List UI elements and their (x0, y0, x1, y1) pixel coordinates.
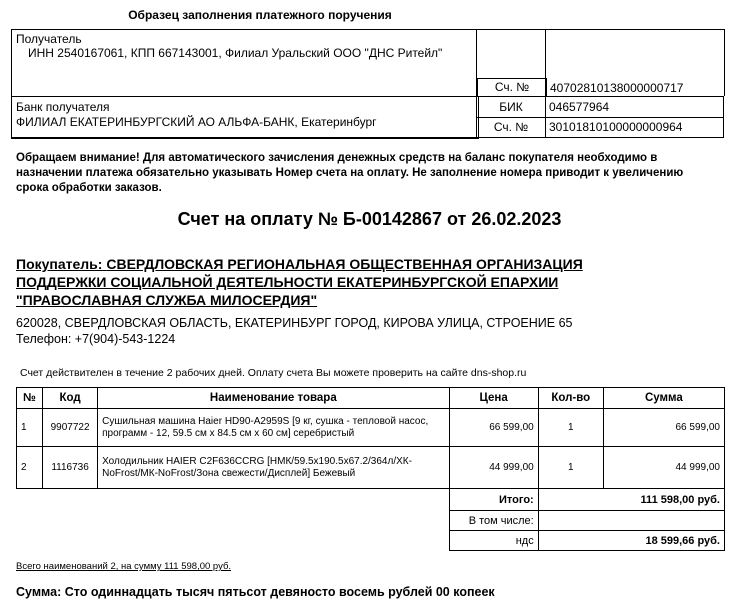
row-code: 9907722 (43, 409, 98, 447)
bank-account-label: Сч. № (477, 117, 546, 138)
col-qty-header: Кол-во (538, 388, 603, 409)
row-sum: 66 599,00 (603, 409, 724, 447)
recipient-account-cell (545, 29, 725, 96)
items-summary: Всего наименований 2, на сумму 111 598,00 руб. (16, 561, 232, 572)
col-code-header: Код (43, 388, 98, 409)
recipient-account-label: Сч. № (477, 78, 547, 96)
buyer-name-line3: "ПРАВОСЛАВНАЯ СЛУЖБА МИЛОСЕРДИЯ" (16, 292, 318, 308)
buyer-block (16, 255, 716, 309)
row-sum: 44 999,00 (603, 447, 724, 489)
recipient-right-top (477, 29, 545, 79)
total-value: 111 598,00 руб. (538, 489, 724, 511)
row-price: 44 999,00 (449, 447, 538, 489)
sum-in-words: Сумма: Сто одиннадцать тысяч пятьсот девяносто восемь рублей 00 копеек (16, 585, 495, 599)
invoice-title: Счет на оплату № Б-00142867 от 26.02.2023 (177, 209, 562, 229)
buyer-contacts (16, 315, 572, 347)
buyer-address: 620028, СВЕРДЛОВСКАЯ ОБЛАСТЬ, ЕКАТЕРИНБУРГ ГОРОД, КИРОВА УЛИЦА, СТРОЕНИЕ 65 (16, 316, 573, 330)
incl-value (538, 511, 724, 531)
vat-value: 18 599,66 руб. (538, 531, 724, 551)
recipient-label: Получатель (16, 32, 82, 46)
vat-row (17, 531, 725, 551)
buyer-label: Покупатель: (16, 256, 103, 272)
bik-label: БИК (477, 96, 546, 118)
row-num: 1 (17, 409, 43, 447)
col-sum-header: Сумма (603, 388, 724, 409)
payment-notice: Обращаем внимание! Для автоматического зачисления денежных средств на баланс покупателя необходимо в назначении платежа обязательно указывать Номер счета на оплату. Не заполнение номера приводит к увеличению срока обработки заказов. (16, 152, 684, 194)
total-label: Итого: (449, 489, 538, 511)
col-price-header: Цена (449, 388, 538, 409)
buyer-phone: Телефон: +7(904)-543-1224 (16, 332, 176, 346)
vat-label: ндс (449, 531, 538, 551)
row-name: Холодильник HAIER C2F636CCRG [НМК/59.5x190.5x67.2/364л/ХК-NoFrost/МК-NoFrost/Зона свежести/Дисплей] Бежевый (98, 447, 449, 489)
table-row (17, 409, 725, 447)
bik-value: 046577964 (545, 96, 724, 118)
table-row (17, 447, 725, 489)
bank-cell (11, 96, 479, 139)
bank-label: Банк получателя (16, 100, 110, 114)
items-header-row (17, 388, 725, 409)
row-num: 2 (17, 447, 43, 489)
row-qty: 1 (538, 409, 603, 447)
buyer-name-line2: ПОДДЕРЖКИ СОЦИАЛЬНОЙ ДЕЯТЕЛЬНОСТИ ЕКАТЕРИНБУРГСКОЙ ЕПАРХИИ (16, 274, 559, 290)
row-code: 1116736 (43, 447, 98, 489)
incl-row (17, 511, 725, 531)
sample-title: Образец заполнения платежного поручения (128, 8, 392, 22)
col-name-header: Наименование товара (98, 388, 449, 409)
bank-name: ФИЛИАЛ ЕКАТЕРИНБУРГСКИЙ АО АЛЬФА-БАНК, Екатеринбург (16, 115, 377, 129)
recipient-account: 40702810138000000717 (550, 81, 684, 95)
row-qty: 1 (538, 447, 603, 489)
total-row (17, 489, 725, 511)
col-num-header: № (17, 388, 43, 409)
recipient-name: ИНН 2540167061, КПП 667143001, Филиал Уральский ООО "ДНС Ритейл" (28, 46, 443, 60)
buyer-name-line1: СВЕРДЛОВСКАЯ РЕГИОНАЛЬНАЯ ОБЩЕСТВЕННАЯ ОРГАНИЗАЦИЯ (106, 256, 583, 272)
bank-account: 30101810100000000964 (545, 117, 724, 138)
items-table (16, 387, 725, 551)
row-name: Сушильная машина Haier HD90-A2959S [9 кг, сушка - тепловой насос, программ - 12, 59.5 см x 84.5 см x 60 см] серебристый (98, 409, 449, 447)
row-price: 66 599,00 (449, 409, 538, 447)
incl-label: В том числе: (449, 511, 538, 531)
validity-note: Счет действителен в течение 2 рабочих дней. Оплату счета Вы можете проверить на сайте dns-shop.ru (20, 367, 527, 379)
